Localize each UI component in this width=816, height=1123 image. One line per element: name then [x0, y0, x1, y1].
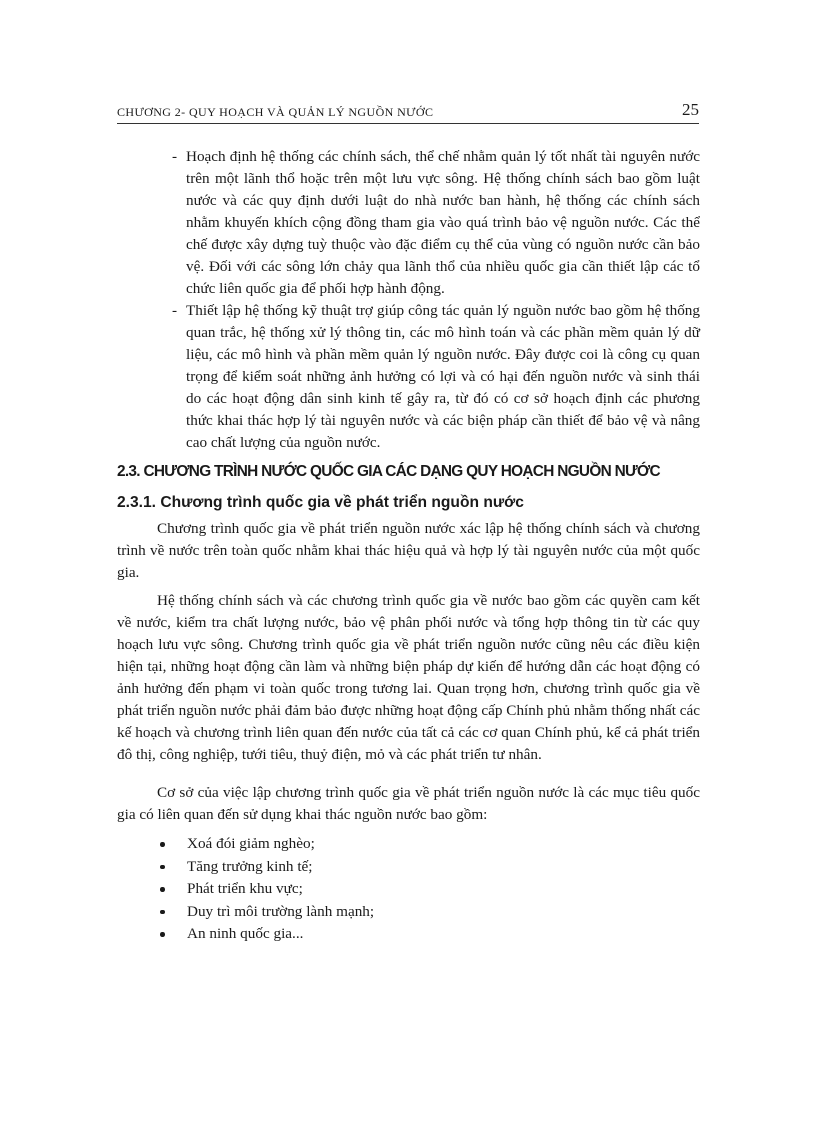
- dash-list-item-text: Thiết lập hệ thống kỹ thuật trợ giúp công tác quản lý nguồn nước bao gồm hệ thống quan trắc, hệ thống xử lý thông tin, các mô hình toán và các phần mềm quản lý dữ liệu, các mô hình và phần mềm quản lý nguồn nước. Đây được coi là công cụ quan trọng để kiểm soát những ảnh hưởng có lợi và có hại đến nguồn nước và sinh thái do các hoạt động dân sinh kinh tế gây ra, từ đó có cơ sở hoạch định các phương thức khai thác hợp lý tài nguyên nước và các biện pháp cần thiết để bảo vệ và nâng cao chất lượng của nguồn nước.: [186, 302, 700, 451]
- subsection-heading: 2.3.1. Chương trình quốc gia về phát triển nguồn nước: [117, 494, 524, 511]
- paragraph: Hệ thống chính sách và các chương trình quốc gia về nước bao gồm các quyền cam kết về nước, kiểm tra chất lượng nước, bảo vệ phân phối nước và tổng hợp thông tin từ các quy hoạch lưu vực sông. Chương trình quốc gia về phát triển nguồn nước cũng nêu các điều kiện hiện tại, những hoạt động cần làm và những biện pháp dự kiến để hướng dẫn các hoạt động có ảnh hưởng đến phạm vi toàn quốc trong tương lai. Quan trọng hơn, chương trình quốc gia về phát triển nguồn nước phải đảm bảo được những hoạt động cấp Chính phủ nhằm thống nhất các kế hoạch và chương trình liên quan đến nước của tất cả các cơ quan Chính phủ, kể cả phát triển đô thị, công nghiệp, tưới tiêu, thuỷ điện, mỏ và các phát triển tư nhân.: [117, 592, 700, 763]
- dash-list-item: [172, 146, 700, 300]
- bullet-list: [160, 833, 700, 946]
- dash-list: [172, 146, 700, 454]
- bullet-icon: [160, 865, 165, 870]
- bullet-text: Xoá đói giảm nghèo;: [187, 835, 315, 852]
- bullet-icon: [160, 887, 165, 892]
- paragraph: Cơ sở của việc lập chương trình quốc gia về phát triển nguồn nước là các mục tiêu quốc gia có liên quan đến sử dụng khai thác nguồn nước bao gồm:: [117, 784, 700, 823]
- bullet-text: Phát triển khu vực;: [187, 880, 303, 897]
- section-heading: 2.3. CHƯƠNG TRÌNH NƯỚC QUỐC GIA CÁC DẠNG QUY HOẠCH NGUỒN NƯỚC: [117, 463, 660, 480]
- bullet-icon: [160, 932, 165, 937]
- bullet-list-item: [160, 856, 700, 879]
- running-header: [117, 100, 699, 124]
- bullet-list-item: [160, 901, 700, 924]
- bullet-list-item: [160, 833, 700, 856]
- bullet-icon: [160, 910, 165, 915]
- paragraph: Chương trình quốc gia về phát triển nguồn nước xác lập hệ thống chính sách và chương trình về nước trên toàn quốc nhằm khai thác hiệu quả và hợp lý tài nguyên nước của một quốc gia.: [117, 520, 700, 581]
- chapter-title: CHƯƠNG 2- QUY HOẠCH VÀ QUẢN LÝ NGUỒN NƯỚC: [117, 105, 434, 119]
- bullet-text: Duy trì môi trường lành mạnh;: [187, 902, 375, 920]
- dash-list-item-text: Hoạch định hệ thống các chính sách, thể chế nhằm quản lý tốt nhất tài nguyên nước trên một lãnh thổ hoặc trên một lưu vực sông. Hệ thống chính sách bao gồm luật nước và các quy định dưới luật do nhà nước ban hành, hệ thống các chính sách nhằm khuyến khích cộng đồng tham gia vào quá trình bảo vệ nguồn nước. Các thể chế được xây dựng tuỳ thuộc vào đặc điểm cụ thể của vùng có nguồn nước cần bảo vệ. Đối với các sông lớn chảy qua lãnh thổ của nhiều quốc gia cần thiết lập các tổ chức liên quốc gia để phối hợp hành động.: [186, 148, 700, 297]
- bullet-list-item: [160, 923, 700, 946]
- bullet-icon: [160, 842, 165, 847]
- bullet-text: An ninh quốc gia...: [187, 925, 304, 942]
- dash-marker: -: [172, 302, 178, 319]
- bullet-list-item: [160, 878, 700, 901]
- dash-marker: -: [172, 148, 178, 165]
- page-number: 25: [682, 100, 699, 119]
- bullet-text: Tăng trưởng kinh tế;: [187, 857, 313, 875]
- dash-list-item: [172, 300, 700, 454]
